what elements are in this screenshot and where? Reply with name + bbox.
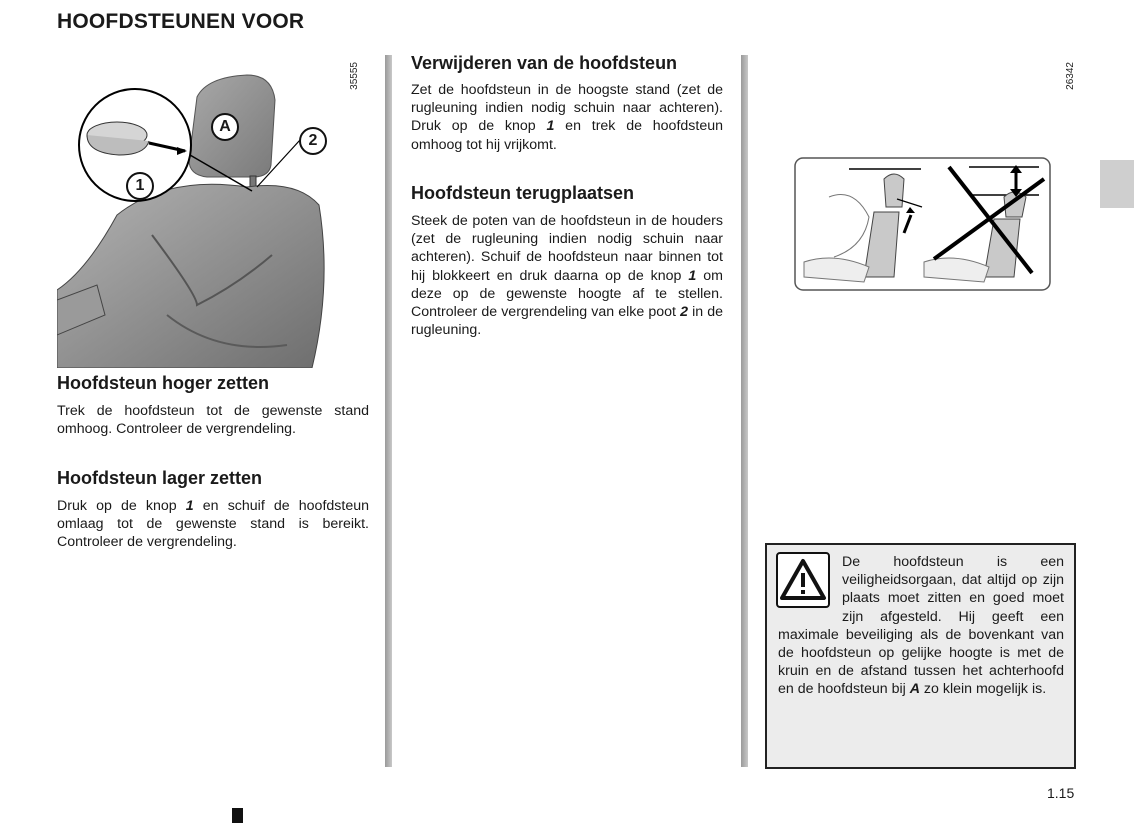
text-refit-pre: Steek de poten van de hoofdsteun in de houders (zet de rugleuning indien nodig schuin naar achteren). Schuif de hoofdsteun naar binnen tot hij blokkeert en druk daarna op de knop: [411, 213, 723, 284]
print-mark: [232, 808, 243, 823]
diagram-figure-code: 26342: [1065, 62, 1076, 90]
heading-refit: Hoofdsteun terugplaatsen: [411, 183, 635, 203]
text-refit: [411, 212, 723, 339]
callout-2: [299, 127, 327, 155]
ref-button-1: 1: [546, 118, 555, 135]
ref-distance-a: A: [909, 681, 920, 698]
heading-raise: Hoofdsteun hoger zetten: [57, 373, 269, 393]
heading-remove: Verwijderen van de hoofdsteun: [411, 53, 678, 73]
column-divider-right: [741, 55, 748, 767]
text-refit-mid: om deze op de gewenste hoogte af te stellen. Controleer de vergrendeling van elke poot: [411, 267, 723, 321]
text-lower-post: en schuif de hoofdsteun omlaag tot de gewenste stand is bereikt. Controleer de vergrendeling.: [57, 498, 369, 551]
warning-text-pre: De hoofdsteun is een veiligheidsorgaan, dat altijd op zijn plaats moet zitten en goed moet zijn afgesteld. Hij geeft een maximale beveiliging als de bovenkant van de hoofdsteun op gelijke hoogte is met de kruin en de afstand tussen het achterhoofd en de hoofdsteun bij: [778, 554, 1064, 698]
warning-text-post: zo klein mogelijk is.: [919, 681, 1047, 698]
text-remove: [411, 81, 723, 154]
text-raise: Trek de hoofdsteun tot de gewenste stand omhoog. Controleer de vergrendeling.: [57, 403, 369, 438]
ref-button-1: 1: [688, 267, 697, 284]
text-remove-pre: Zet de hoofdsteun in de hoogste stand (zet de rugleuning indien nodig schuin naar achteren). Druk op de knop: [411, 82, 723, 135]
ref-button-1: 1: [185, 498, 194, 514]
page-title: HOOFDSTEUNEN VOOR: [57, 10, 305, 33]
headrest-height-diagram: [794, 157, 1051, 291]
column-divider-left: [385, 55, 392, 767]
seat-illustration: [57, 55, 369, 368]
callout-1-label: 1: [135, 177, 145, 194]
text-lower: [57, 497, 369, 552]
heading-lower: Hoofdsteun lager zetten: [57, 468, 263, 488]
warning-triangle-icon: [776, 552, 830, 608]
section-tab: [1100, 160, 1134, 208]
text-refit-post: in de rugleuning.: [411, 304, 723, 339]
page-number: 1.15: [1047, 785, 1075, 801]
callout-2-label: 2: [308, 132, 318, 149]
text-remove-post: en trek de hoofdsteun omhoog tot hij vrijkomt.: [411, 118, 723, 153]
text-lower-pre: Druk op de knop: [57, 498, 186, 514]
callout-1: [126, 172, 154, 200]
callout-a: [211, 113, 239, 141]
seat-figure-code: 35555: [349, 62, 360, 90]
callout-a-label: A: [219, 118, 231, 135]
ref-post-2: 2: [680, 304, 688, 321]
